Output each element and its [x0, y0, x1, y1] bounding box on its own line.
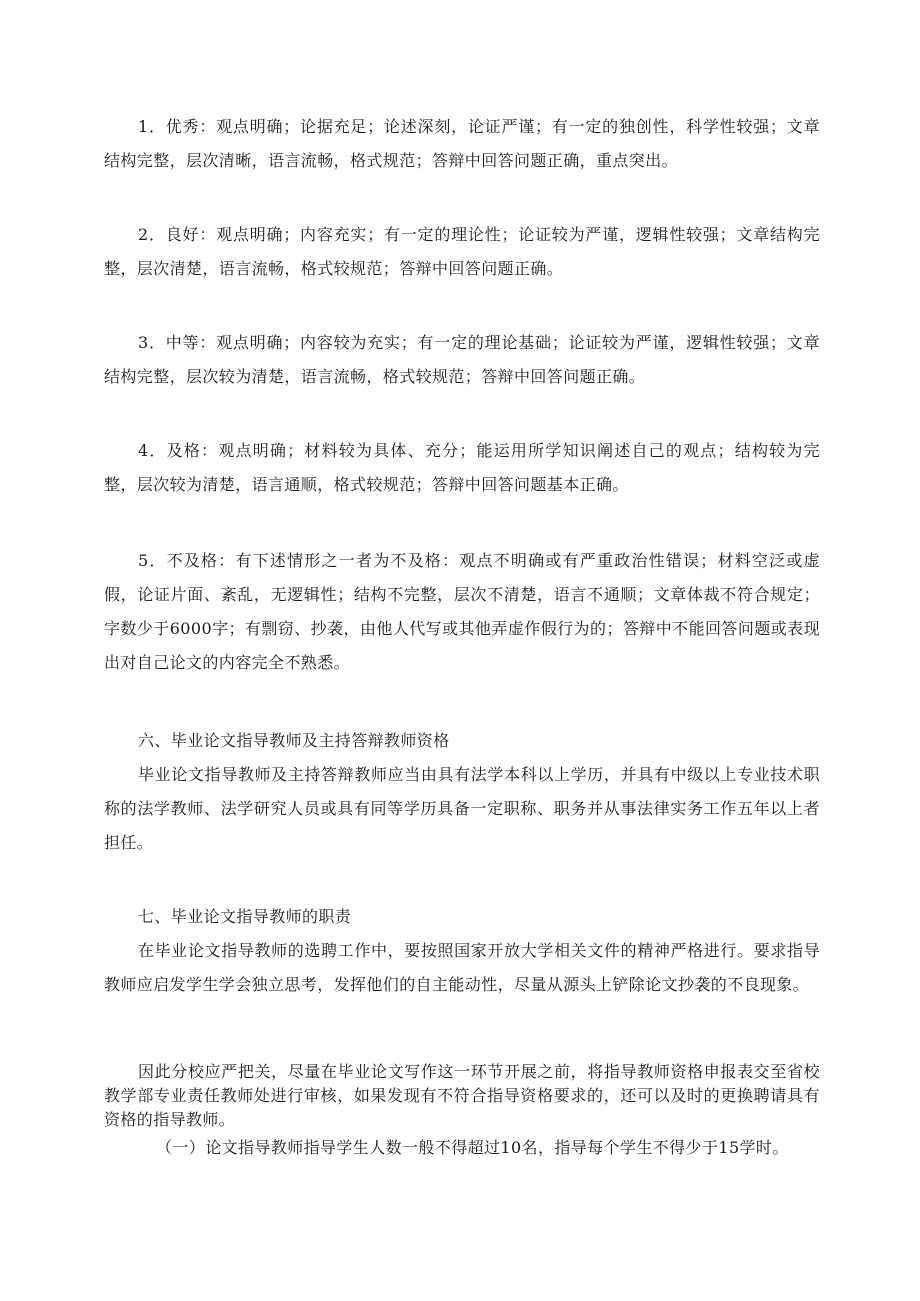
- grade-text: 观点明确；内容较为充实；有一定的理论基础；论证较为严谨，逻辑性较强；文章结构完整，层次较为清楚，语言流畅，格式较规范；答辩中回答问题正确。: [104, 333, 820, 386]
- grade-item-medium: [104, 326, 820, 394]
- grade-item-good: [104, 218, 820, 286]
- grade-text: 观点明确；内容充实；有一定的理论性；论证较为严谨，逻辑性较强；文章结构完整，层次清楚，语言流畅，格式较规范；答辩中回答问题正确。: [104, 225, 820, 278]
- grade-item-excellent: [104, 110, 820, 178]
- grade-label: ．良好：: [148, 225, 217, 244]
- grade-label: ．优秀：: [148, 117, 217, 136]
- grade-item-pass: [104, 434, 820, 502]
- section-6-body: 毕业论文指导教师及主持答辩教师应当由具有法学本科以上学历，并具有中级以上专业技术职称的法学教师、法学研究人员或具有同等学历具备一定职称、职务并从事法律实务工作五年以上者担任。: [104, 765, 820, 852]
- grade-number: 2: [138, 225, 149, 244]
- section-7-paragraph-2: 因此分校应严把关，尽量在毕业论文写作这一环节开展之前，将指导教师资格申报表交至省校教学部专业责任教师处进行审核，如果发现有不符合指导资格要求的，还可以及时的更换聘请具有资格的指导教师。: [104, 1062, 820, 1129]
- grade-number: 5: [138, 551, 149, 570]
- grade-item-fail: [104, 544, 820, 680]
- grade-label: ．不及格：: [148, 551, 236, 570]
- grade-text: 观点明确；论据充足；论述深刻，论证严谨；有一定的独创性，科学性较强；文章结构完整，层次清晰，语言流畅，格式规范；答辩中回答问题正确，重点突出。: [104, 117, 820, 170]
- grade-number: 4: [138, 441, 149, 460]
- section-6-heading: 六、毕业论文指导教师及主持答辩教师资格: [138, 731, 450, 750]
- section-7-item-1: （一）论文指导教师指导学生人数一般不得超过10名，指导每个学生不得少于15学时。: [156, 1138, 789, 1157]
- section-7-heading: 七、毕业论文指导教师的职责: [138, 907, 352, 926]
- grade-number: 3: [138, 333, 149, 352]
- grade-label: ．及格：: [148, 441, 219, 460]
- grade-label: ．中等：: [148, 333, 217, 352]
- grade-text: 有下述情形之一者为不及格：观点不明确或有严重政治性错误；材料空泛或虚假，论证片面、紊乱，无逻辑性；结构不完整，层次不清楚，语言不通顺；文章体裁不符合规定；字数少于6000字；有剽窃、抄袭，由他人代写或其他弄虚作假行为的；答辩中不能回答问题或表现出对自己论文的内容完全不熟悉。: [104, 551, 820, 672]
- section-7-paragraph-1: 在毕业论文指导教师的选聘工作中，要按照国家开放大学相关文件的精神严格进行。要求指导教师应启发学生学会独立思考，发挥他们的自主能动性，尽量从源头上铲除论文抄袭的不良现象。: [104, 941, 820, 994]
- grade-number: 1: [138, 117, 149, 136]
- grade-text: 观点明确；材料较为具体、充分；能运用所学知识阐述自己的观点；结构较为完整，层次较为清楚，语言通顺，格式较规范；答辩中回答问题基本正确。: [104, 441, 820, 494]
- document-page: [104, 0, 820, 1301]
